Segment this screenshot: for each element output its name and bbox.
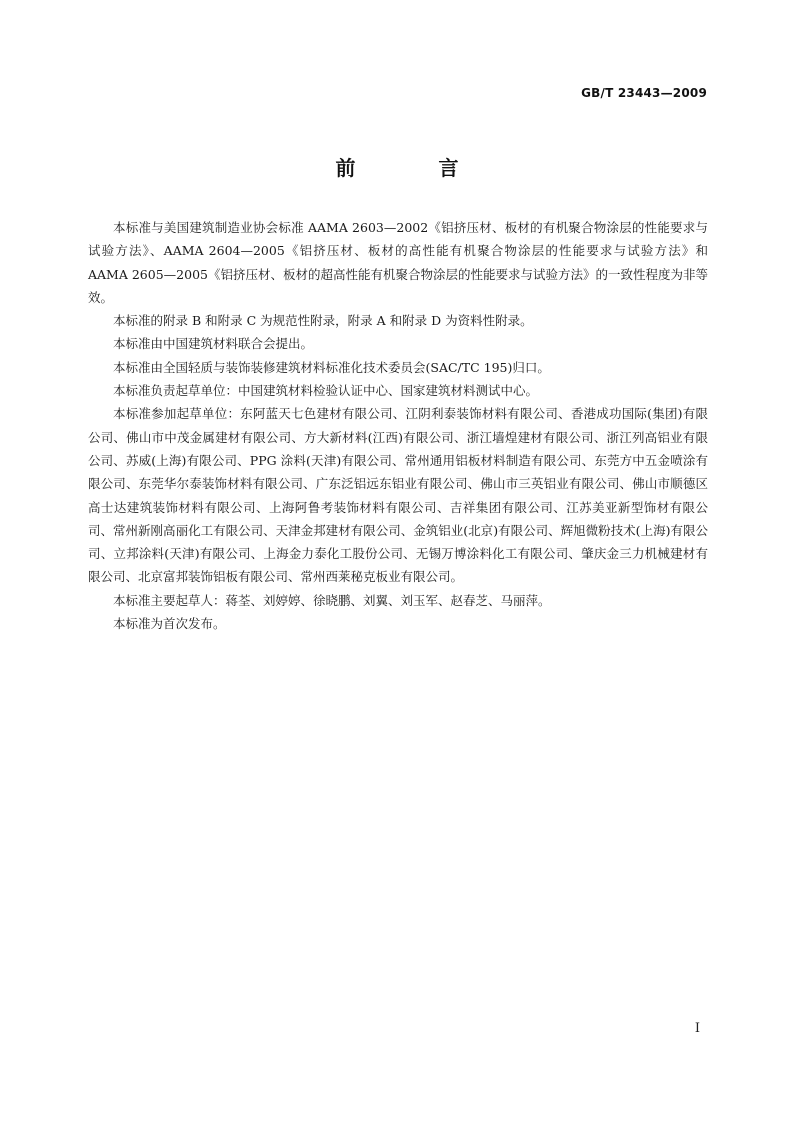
foreword-body xyxy=(88,216,708,635)
paragraph-participating-units: 本标准参加起草单位：东阿蓝天七色建材有限公司、江阴利泰装饰材料有限公司、香港成功国际(集团)有限公司、佛山市中茂金属建材有限公司、方大新材料(江西)有限公司、浙江墙煌建材有限公司、浙江列高铝业有限公司、苏威(上海)有限公司、PPG 涂料(天津)有限公司、常州通用铝板材料制造有限公司、东莞方中五金喷涂有限公司、东莞华尔泰装饰材料有限公司、广东泛铝远东铝业有限公司、佛山市三英铝业有限公司、佛山市顺德区高士达建筑装饰材料有限公司、上海阿鲁考装饰材料有限公司、吉祥集团有限公司、江苏美亚新型饰材有限公司、常州新刚高丽化工有限公司、天津金邦建材有限公司、金筑铝业(北京)有限公司、辉旭微粉技术(上海)有限公司、立邦涂料(天津)有限公司、上海金力泰化工股份公司、无锡万博涂料化工有限公司、肇庆金三力机械建材有限公司、北京富邦装饰铝板有限公司、常州西莱秘克板业有限公司。 xyxy=(88,406,708,585)
standard-code: GB/T 23443—2009 xyxy=(581,86,707,100)
paragraph-lead-drafting-unit: 本标准负责起草单位：中国建筑材料检验认证中心、国家建筑材料测试中心。 xyxy=(113,383,539,399)
paragraph-equivalence: 本标准与美国建筑制造业协会标准 AAMA 2603—2002《铝挤压材、板材的有机聚合物涂层的性能要求与试验方法》、AAMA 2604—2005《铝挤压材、板材的高性能有机聚合物涂层的性能要求与试验方法》和 AAMA 2605—2005《铝挤压材、板材的超高性能有机聚合物涂层的性能要求与试验方法》的一致性程度为非等效。 xyxy=(88,220,708,305)
page-number: I xyxy=(694,1021,700,1036)
paragraph-first-release: 本标准为首次发布。 xyxy=(113,616,226,632)
paragraph-technical-committee: 本标准由全国轻质与装饰装修建筑材料标准化技术委员会(SAC/TC 195)归口。 xyxy=(113,359,550,375)
paragraph-proposer: 本标准由中国建筑材料联合会提出。 xyxy=(113,336,314,352)
page-title: 前 言 xyxy=(335,156,497,180)
paragraph-main-drafters: 本标准主要起草人：蒋荃、刘婷婷、徐晓鹏、刘翼、刘玉军、赵春芝、马丽萍。 xyxy=(113,592,551,608)
paragraph-annexes: 本标准的附录 B 和附录 C 为规范性附录，附录 A 和附录 D 为资料性附录。 xyxy=(113,313,533,329)
